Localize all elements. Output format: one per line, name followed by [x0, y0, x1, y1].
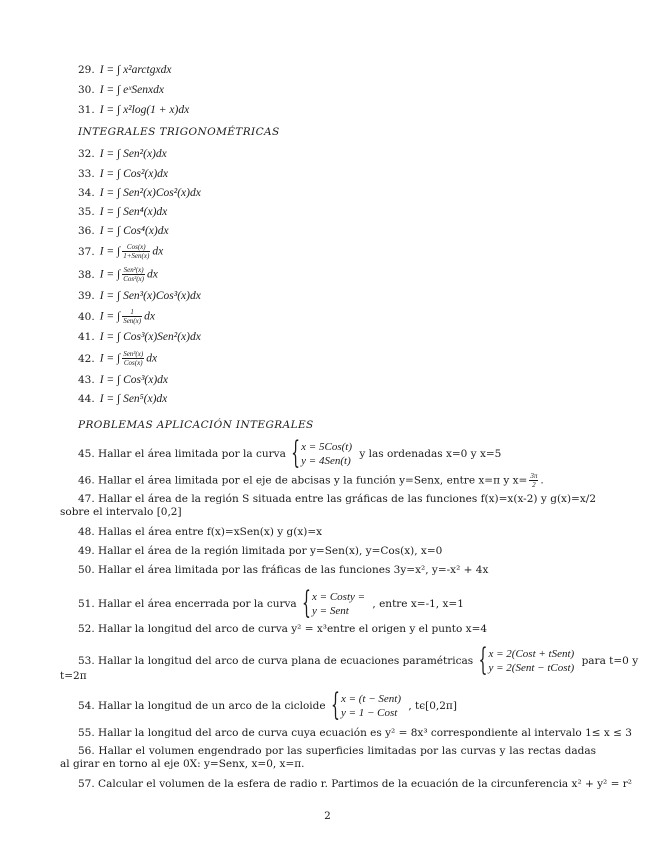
- integral-29: 29. I = ∫ x²arctgxdx: [78, 64, 172, 76]
- problem-54: 54. Hallar la longitud de un arco de la cicloide { x = (t − Sent) y = 1 − Cost , tϵ[0,2π]: [78, 688, 457, 724]
- problem-55: 55. Hallar la longitud del arco de curva cuya ecuación es y² = 8x³ correspondiente al intervalo 1≤ x ≤ 3: [78, 727, 632, 739]
- fraction: $\frac{3\pi}{2}$: [530, 472, 538, 489]
- integral-44: 44. I = ∫ Sen⁵(x)dx: [78, 393, 168, 405]
- fraction: $\frac{\text{Sen²(x)}}{\text{Cos²(x)}}$: [123, 266, 144, 283]
- integral-32: 32. I = ∫ Sen²(x)dx: [78, 148, 167, 160]
- integral-37: 37. I = ∫ $\frac{\text{Cos(x)}}{\text{1+Sen(x)}}$ dx: [78, 243, 164, 260]
- fraction: $\frac{\text{Cos(x)}}{\text{1+Sen(x)}}$: [123, 243, 150, 260]
- integral-36: 36. I = ∫ Cos⁴(x)dx: [78, 225, 169, 237]
- equation-system: { x = (t − Sent) y = 1 − Cost: [330, 688, 401, 724]
- problem-53-continuation: t=2π: [60, 670, 87, 682]
- page-number: 2: [324, 810, 331, 822]
- section-heading-problems: PROBLEMAS APLICACIÓN INTEGRALES: [78, 419, 314, 431]
- problem-48: 48. Hallas el área entre f(x)=xSen(x) y g(x)=x: [78, 526, 323, 538]
- problem-56: 56. Hallar el volumen engendrado por las superficies limitadas por las curvas y las rectas dadas al girar en torno al eje 0X: y=Senx, x=0, x=π.: [60, 745, 596, 770]
- integral-43: 43. I = ∫ Cos³(x)dx: [78, 374, 169, 386]
- integral-31: 31. I = ∫ x²log(1 + x)dx: [78, 104, 190, 116]
- problem-50: 50. Hallar el área limitada por las fráficas de las funciones 3y=x², y=-x² + 4x: [78, 564, 489, 576]
- equation-system: { x = 5Cos(t) y = 4Sen(t): [291, 436, 352, 472]
- problem-46: 46. Hallar el área limitada por el eje de abcisas y la función y=Senx, entre x=π y x= $\frac{3\pi}{2}$ .: [78, 472, 544, 489]
- problem-52: 52. Hallar la longitud del arco de curva y² = x³entre el origen y el punto x=4: [78, 623, 488, 635]
- integral-30: 30. I = ∫ eˣSenxdx: [78, 84, 164, 96]
- problem-57: 57. Calcular el volumen de la esfera de radio r. Partimos de la ecuación de la circunferencia x² + y² = r²: [78, 778, 632, 790]
- section-heading-trig: INTEGRALES TRIGONOMÉTRICAS: [78, 126, 280, 138]
- problem-53: 53. Hallar la longitud del arco de curva plana de ecuaciones paramétricas { x = 2(Cost + tSent) y = 2(Sent − tCost) para t=0 y: [78, 643, 639, 679]
- fraction: $\frac{\text{Sen³(x)}}{\text{Cos(x)}}$: [123, 350, 144, 367]
- fraction: $\frac{1}{\text{Sen(x)}}$: [123, 308, 142, 325]
- problem-45: 45. Hallar el área limitada por la curva { x = 5Cos(t) y = 4Sen(t) y las ordenadas x=0 y x=5: [78, 436, 502, 472]
- equation-system: { x = Costy = y = Sent: [302, 586, 366, 622]
- problem-51: 51. Hallar el área encerrada por la curva { x = Costy = y = Sent , entre x=-1, x=1: [78, 586, 464, 622]
- integral-35: 35. I = ∫ Sen⁴(x)dx: [78, 206, 168, 218]
- integral-40: 40. I = ∫ $\frac{1}{\text{Sen(x)}}$ dx: [78, 308, 155, 325]
- problem-49: 49. Hallar el área de la región limitada por y=Sen(x), y=Cos(x), x=0: [78, 545, 443, 557]
- integral-41: 41. I = ∫ Cos³(x)Sen²(x)dx: [78, 331, 201, 343]
- integral-34: 34. I = ∫ Sen²(x)Cos²(x)dx: [78, 187, 201, 199]
- equation-system: { x = 2(Cost + tSent) y = 2(Sent − tCost): [478, 643, 575, 679]
- integral-39: 39. I = ∫ Sen³(x)Cos³(x)dx: [78, 290, 201, 302]
- integral-33: 33. I = ∫ Cos²(x)dx: [78, 168, 169, 180]
- integral-42: 42. I = ∫ $\frac{\text{Sen³(x)}}{\text{Cos(x)}}$ dx: [78, 350, 158, 367]
- problem-47: 47. Hallar el área de la región S situada entre las gráficas de las funciones f(x)=x(x-2) y g(x)=x/2 sobre el intervalo [0,2]: [60, 493, 596, 518]
- integral-38: 38. I = ∫ $\frac{\text{Sen²(x)}}{\text{Cos²(x)}}$ dx: [78, 266, 158, 283]
